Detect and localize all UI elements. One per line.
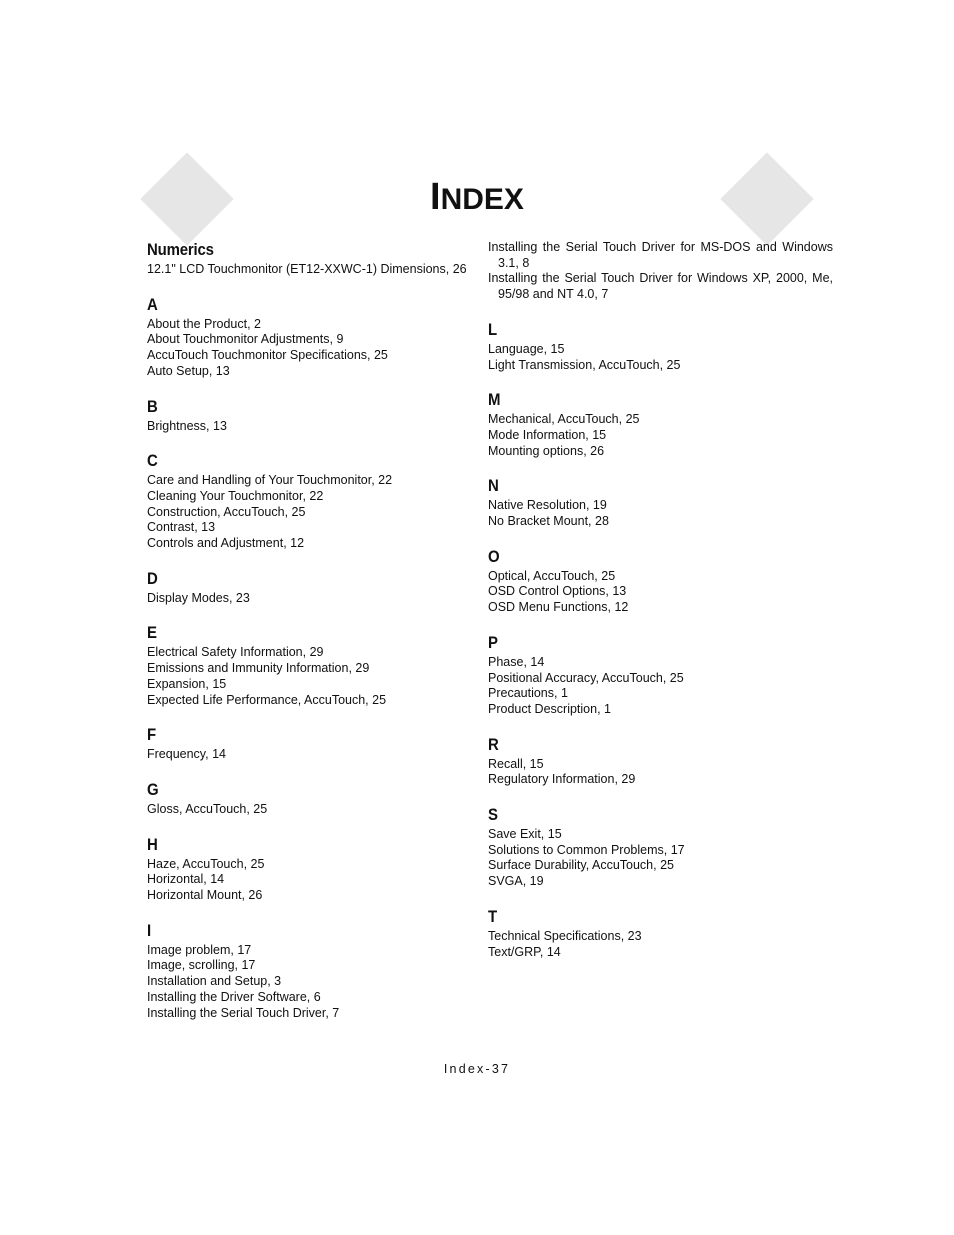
index-section (488, 805, 833, 890)
index-entry: Recall, 15 (488, 756, 544, 771)
index-entry: Positional Accuracy, AccuTouch, 25 (488, 670, 684, 685)
index-section-heading: C (147, 451, 158, 471)
index-section (488, 547, 833, 616)
index-entry: Product Description, 1 (488, 701, 611, 716)
index-entry: Emissions and Immunity Information, 29 (147, 661, 370, 676)
index-entry: Expansion, 15 (147, 676, 227, 691)
index-entry: Installation and Setup, 3 (147, 974, 282, 989)
index-entry: Native Resolution, 19 (488, 498, 607, 513)
index-entry: About the Product, 2 (147, 316, 261, 331)
index-section (488, 390, 833, 459)
index-column-right (488, 240, 833, 977)
index-section-heading: G (147, 779, 159, 799)
index-entry: OSD Menu Functions, 12 (488, 600, 629, 615)
index-entry: Precautions, 1 (488, 686, 568, 701)
index-section-heading: B (147, 396, 158, 416)
page-footer: Index-37 (443, 1062, 511, 1076)
index-section-heading: I (147, 920, 151, 940)
index-section-heading: M (488, 390, 501, 410)
index-section (488, 907, 833, 960)
index-section (147, 835, 477, 904)
index-entry: No Bracket Mount, 28 (488, 514, 609, 529)
index-entry: Frequency, 14 (147, 747, 226, 762)
index-section (147, 780, 477, 818)
index-entry: 12.1" LCD Touchmonitor (ET12-XXWC-1) Dimensions, 26 (147, 262, 467, 276)
index-section (147, 295, 477, 380)
index-entry: Surface Durability, AccuTouch, 25 (488, 858, 674, 873)
index-entry: Text/GRP, 14 (488, 944, 561, 959)
index-entry: Mounting options, 26 (488, 443, 605, 458)
index-entry: AccuTouch Touchmonitor Specifications, 25 (147, 348, 388, 363)
index-section-heading: P (488, 632, 498, 652)
index-section-heading: O (488, 546, 500, 566)
index-entry: Installing the Serial Touch Driver for MS-DOS and Windows 3.1, 8 (488, 240, 833, 270)
index-entry: Expected Life Performance, AccuTouch, 25 (147, 692, 387, 707)
index-section (488, 240, 833, 303)
index-section-heading: L (488, 319, 497, 339)
index-entry: SVGA, 19 (488, 874, 544, 889)
index-section-heading: H (147, 834, 158, 854)
page-title-rest: NDEX (440, 183, 524, 216)
index-section-heading: F (147, 725, 156, 745)
index-section (147, 397, 477, 435)
index-entry: Cleaning Your Touchmonitor, 22 (147, 488, 324, 503)
index-entry: Haze, AccuTouch, 25 (147, 856, 265, 871)
index-section-heading: Numerics (147, 240, 214, 259)
index-entry: Installing the Serial Touch Driver for Windows XP, 2000, Me, 95/98 and NT 4.0, 7 (488, 271, 833, 302)
index-entry: Care and Handling of Your Touchmonitor, 22 (147, 473, 393, 488)
index-section (147, 725, 477, 763)
index-entry: Brightness, 13 (147, 418, 227, 433)
index-entry: Installing the Driver Software, 6 (147, 989, 321, 1004)
index-section (147, 623, 477, 708)
index-entry: Phase, 14 (488, 654, 545, 669)
index-entry: Construction, AccuTouch, 25 (147, 504, 306, 519)
index-section-heading: N (488, 476, 499, 496)
index-entry: Save Exit, 15 (488, 827, 562, 842)
index-entry: Horizontal Mount, 26 (147, 888, 263, 903)
index-entry: Gloss, AccuTouch, 25 (147, 801, 268, 816)
index-entry: Mode Information, 15 (488, 427, 607, 442)
index-section-heading: T (488, 906, 497, 926)
index-entry: About Touchmonitor Adjustments, 9 (147, 332, 344, 347)
index-entry: Image problem, 17 (147, 942, 252, 957)
index-section (488, 476, 833, 529)
index-section-heading: R (488, 734, 499, 754)
index-section-heading: E (147, 623, 157, 643)
index-section-heading: D (147, 568, 158, 588)
index-entry: Optical, AccuTouch, 25 (488, 568, 616, 583)
index-section-heading: A (147, 294, 158, 314)
index-entry: Horizontal, 14 (147, 872, 225, 887)
index-entry: Image, scrolling, 17 (147, 958, 256, 973)
index-entry: Solutions to Common Problems, 17 (488, 842, 685, 857)
index-entry: Installing the Serial Touch Driver, 7 (147, 1005, 340, 1020)
index-entry: Contrast, 13 (147, 520, 216, 535)
index-entry: Auto Setup, 13 (147, 363, 230, 378)
page-title-initial: I (430, 176, 441, 218)
index-section-heading: S (488, 805, 498, 825)
index-section (147, 921, 477, 1022)
index-section (488, 735, 833, 788)
index-section (147, 569, 477, 607)
index-entry: Technical Specifications, 23 (488, 928, 642, 943)
index-entry: Light Transmission, AccuTouch, 25 (488, 357, 681, 372)
index-entry: OSD Control Options, 13 (488, 584, 627, 599)
index-entry: Display Modes, 23 (147, 590, 250, 605)
index-section (488, 320, 833, 373)
index-section (488, 633, 833, 718)
index-entry: Electrical Safety Information, 29 (147, 645, 324, 660)
index-entry: Language, 15 (488, 341, 565, 356)
index-entry: Mechanical, AccuTouch, 25 (488, 412, 640, 427)
index-section (147, 240, 477, 278)
index-section (147, 451, 477, 552)
index-entry: Regulatory Information, 29 (488, 772, 636, 787)
index-column-left (147, 240, 477, 1038)
page-title (0, 178, 954, 216)
index-entry: Controls and Adjustment, 12 (147, 536, 305, 551)
